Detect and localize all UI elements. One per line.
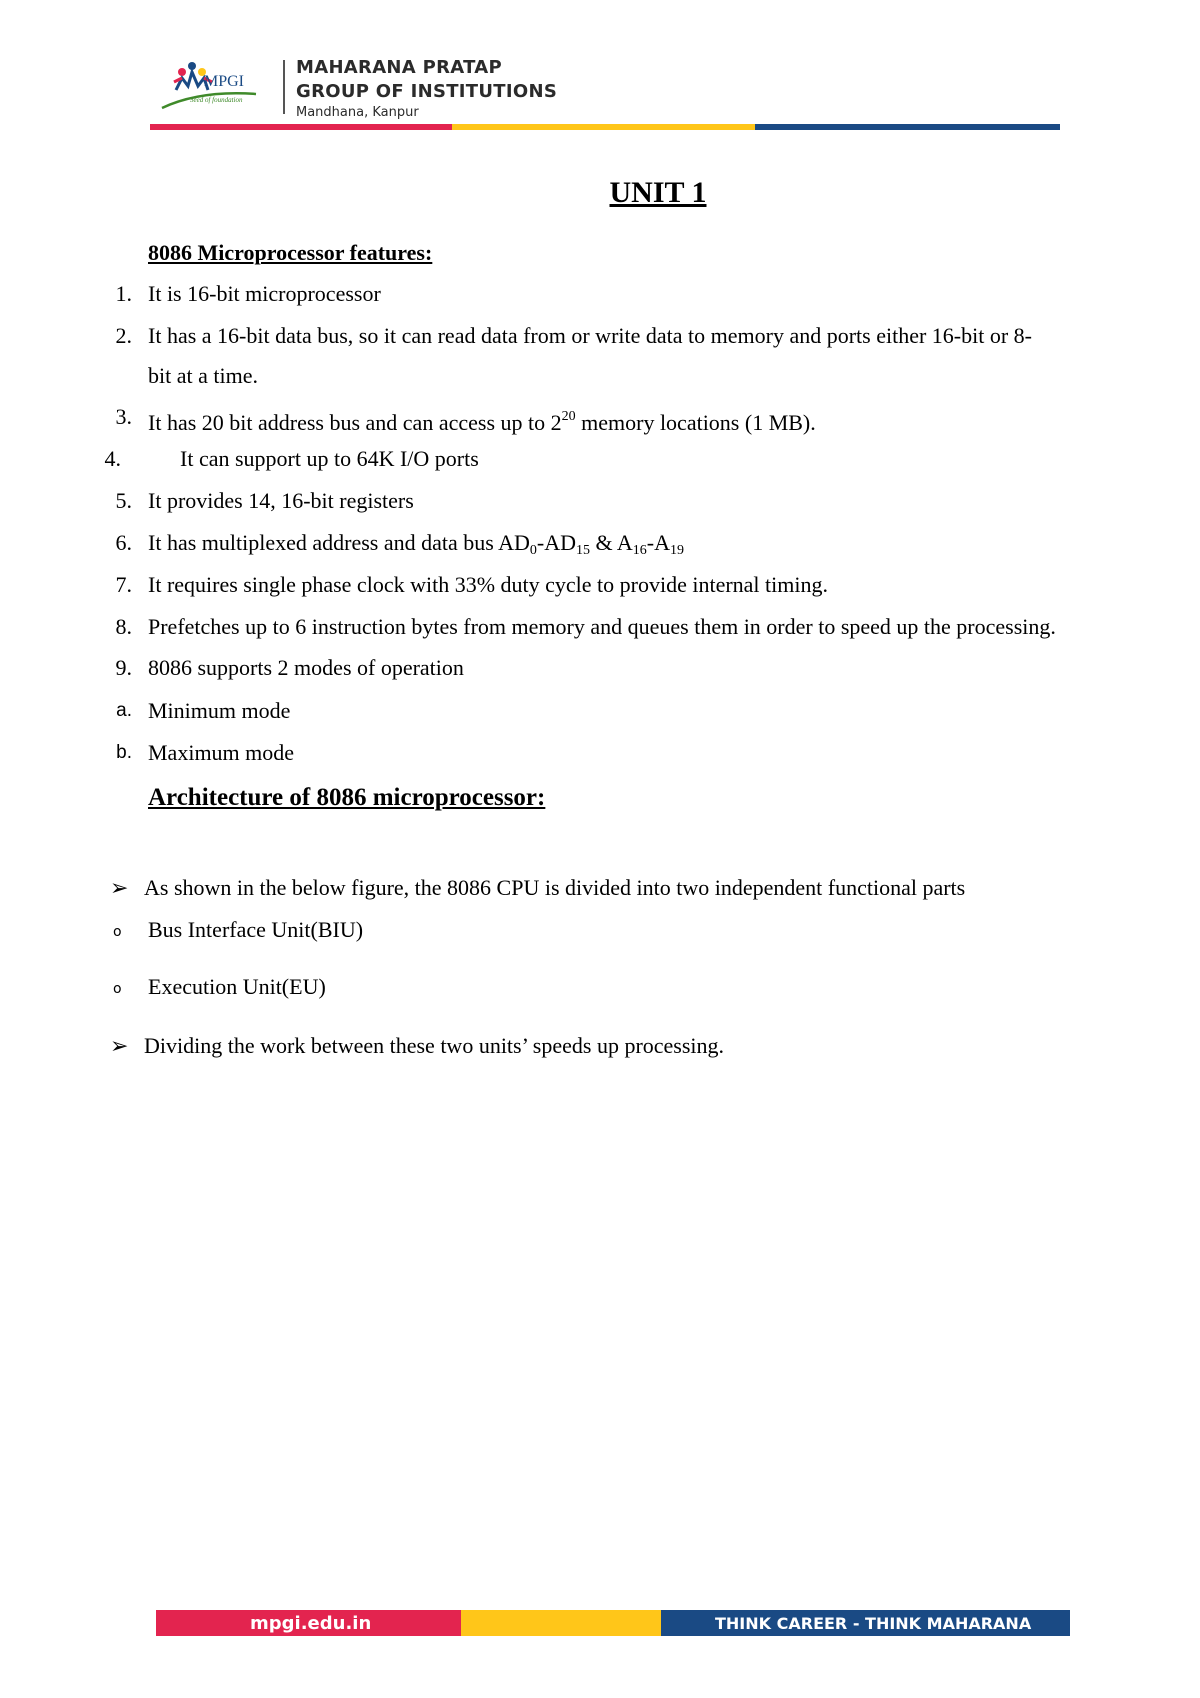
institution-name-line2: GROUP OF INSTITUTIONS [296, 81, 558, 102]
feature-item [148, 403, 816, 437]
feature-item: It has a 16-bit data bus, so it can read data from or write data to memory and ports either 16-bit or 8- [148, 323, 1033, 348]
subscript: 0 [529, 543, 537, 558]
institution-name-line1: MAHARANA PRATAP [296, 57, 502, 78]
list-marker: b. [116, 742, 132, 763]
list-marker: 4. [104, 446, 121, 471]
superscript: 20 [561, 409, 576, 424]
logo-text: MPGI [204, 73, 245, 90]
logo-tagline: Seed of foundation [190, 96, 243, 104]
feature-item: It can support up to 64K I/O ports [180, 446, 479, 471]
arrow-bullet-icon: ➢ [110, 875, 129, 900]
feature-text: memory locations (1 MB). [575, 410, 816, 435]
footer-website: mpgi.edu.in [156, 1610, 461, 1636]
feature-item: Maximum mode [148, 740, 295, 765]
arch-point: Dividing the work between these two units’ speeds up processing. [144, 1033, 725, 1058]
feature-item [148, 529, 684, 565]
arrow-bullet-icon: ➢ [110, 1033, 129, 1058]
circle-bullet-icon: o [113, 981, 122, 997]
rule-blue [755, 124, 1060, 130]
arch-point: As shown in the below figure, the 8086 CPU is divided into two independent functional parts [144, 875, 966, 900]
institution-name-block [296, 56, 557, 122]
header-color-rule [150, 124, 1060, 130]
subscript: 19 [670, 543, 684, 558]
subscript: 15 [575, 543, 590, 558]
footer-yellow-segment [461, 1610, 661, 1636]
feature-item-continuation: bit at a time. [148, 363, 258, 388]
rule-red [150, 124, 452, 130]
list-marker: 8. [115, 614, 132, 639]
feature-item: It provides 14, 16-bit registers [148, 488, 414, 513]
feature-item: It is 16-bit microprocessor [148, 281, 381, 306]
feature-text: It has 20 bit address bus and can access up to 2 [148, 410, 562, 435]
mpgi-logo [160, 56, 290, 116]
feature-item: 8086 supports 2 modes of operation [148, 655, 464, 680]
rule-yellow [452, 124, 755, 130]
feature-item: Prefetches up to 6 instruction bytes from memory and queues them in order to speed up the processing. [148, 614, 1056, 639]
mpgi-logo-graphic [160, 56, 290, 116]
footer-banner [156, 1610, 1070, 1636]
list-marker: 1. [115, 281, 132, 306]
list-marker: 5. [115, 488, 132, 513]
feature-text: -AD [536, 530, 576, 555]
arch-subpoint: Bus Interface Unit(BIU) [148, 917, 364, 942]
feature-text: It has multiplexed address and data bus AD [148, 530, 530, 555]
list-marker: 6. [115, 530, 132, 555]
unit-title: UNIT 1 [609, 176, 707, 209]
circle-bullet-icon: o [113, 924, 122, 940]
list-marker: 2. [115, 323, 132, 348]
header-divider [283, 60, 285, 114]
subscript: 16 [632, 543, 647, 558]
feature-item: Minimum mode [148, 698, 291, 723]
feature-text: & A [589, 530, 633, 555]
architecture-heading: Architecture of 8086 microprocessor: [148, 784, 546, 811]
list-marker: 3. [115, 404, 132, 429]
list-marker: a. [116, 700, 132, 721]
footer-slogan: THINK CAREER - THINK MAHARANA [661, 1610, 1070, 1636]
arch-subpoint: Execution Unit(EU) [148, 974, 326, 999]
list-marker: 7. [115, 572, 132, 597]
institution-location: Mandhana, Kanpur [296, 105, 419, 120]
feature-item: It requires single phase clock with 33% duty cycle to provide internal timing. [148, 572, 828, 597]
features-heading: 8086 Microprocessor features: [148, 240, 433, 265]
feature-text: -A [646, 530, 670, 555]
list-marker: 9. [115, 655, 132, 680]
